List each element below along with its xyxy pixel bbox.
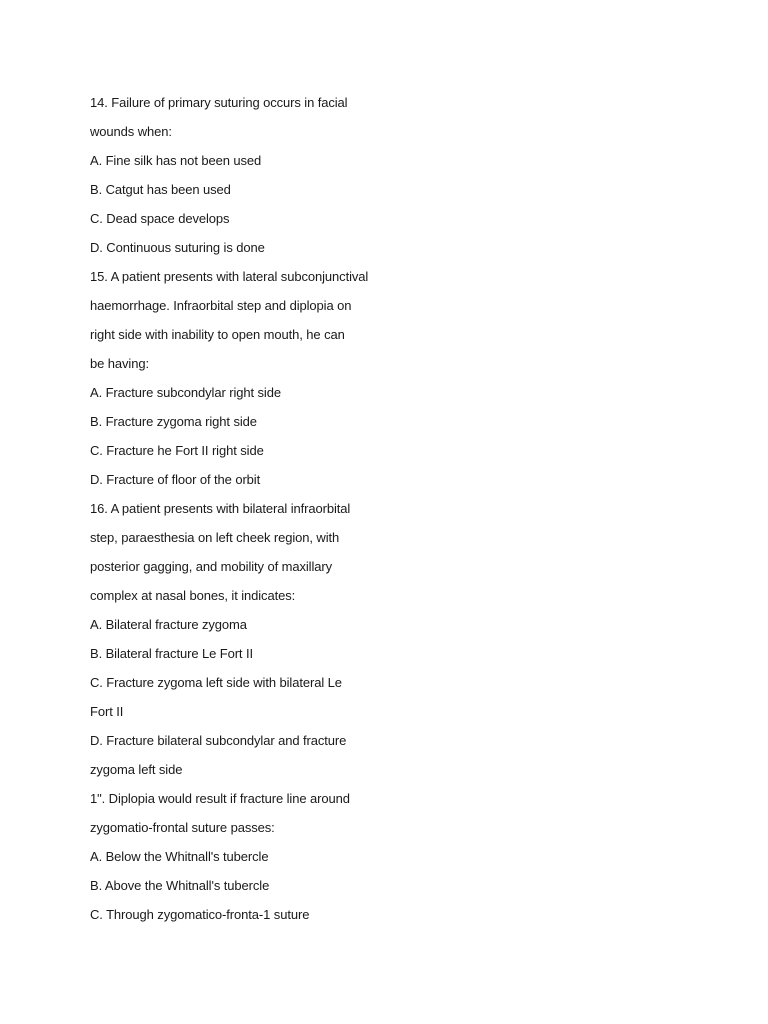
q16-option-c-line-1: C. Fracture zygoma left side with bilateral Le	[90, 675, 342, 690]
q15-stem-line-2: haemorrhage. Infraorbital step and diplopia on	[90, 298, 352, 313]
q16-stem-line-3: posterior gagging, and mobility of maxillary	[90, 559, 332, 574]
q14-stem-line-1: 14. Failure of primary suturing occurs in facial	[90, 95, 348, 110]
question-text-block	[90, 88, 710, 929]
q16-option-a: A. Bilateral fracture zygoma	[90, 617, 247, 632]
q14-option-c: C. Dead space develops	[90, 211, 230, 226]
q16-option-c-line-2: Fort II	[90, 704, 124, 719]
q16-stem-line-1: 16. A patient presents with bilateral infraorbital	[90, 501, 351, 516]
q16-option-d-line-2: zygoma left side	[90, 762, 183, 777]
q15-option-b: B. Fracture zygoma right side	[90, 414, 257, 429]
q14-stem-line-2: wounds when:	[90, 124, 172, 139]
q16-stem-line-4: complex at nasal bones, it indicates:	[90, 588, 296, 603]
q14-option-d: D. Continuous suturing is done	[90, 240, 265, 255]
q15-option-a: A. Fracture subcondylar right side	[90, 385, 281, 400]
q16-option-d-line-1: D. Fracture bilateral subcondylar and fracture	[90, 733, 347, 748]
q15-stem-line-4: be having:	[90, 356, 149, 371]
q17-option-b: B. Above the Whitnall's tubercle	[90, 878, 270, 893]
q17-option-c: C. Through zygomatico-fronta-1 suture	[90, 907, 310, 922]
q15-stem-line-1: 15. A patient presents with lateral subconjunctival	[90, 269, 369, 284]
q14-option-b: B. Catgut has been used	[90, 182, 231, 197]
q16-option-b: B. Bilateral fracture Le Fort II	[90, 646, 253, 661]
q15-option-d: D. Fracture of floor of the orbit	[90, 472, 261, 487]
q15-stem-line-3: right side with inability to open mouth, he can	[90, 327, 345, 342]
q17-option-a: A. Below the Whitnall's tubercle	[90, 849, 269, 864]
q16-stem-line-2: step, paraesthesia on left cheek region, with	[90, 530, 340, 545]
q17-stem-line-1: 1". Diplopia would result if fracture line around	[90, 791, 350, 806]
q14-option-a: A. Fine silk has not been used	[90, 153, 262, 168]
q15-option-c: C. Fracture he Fort II right side	[90, 443, 264, 458]
q17-stem-line-2: zygomatio-frontal suture passes:	[90, 820, 275, 835]
